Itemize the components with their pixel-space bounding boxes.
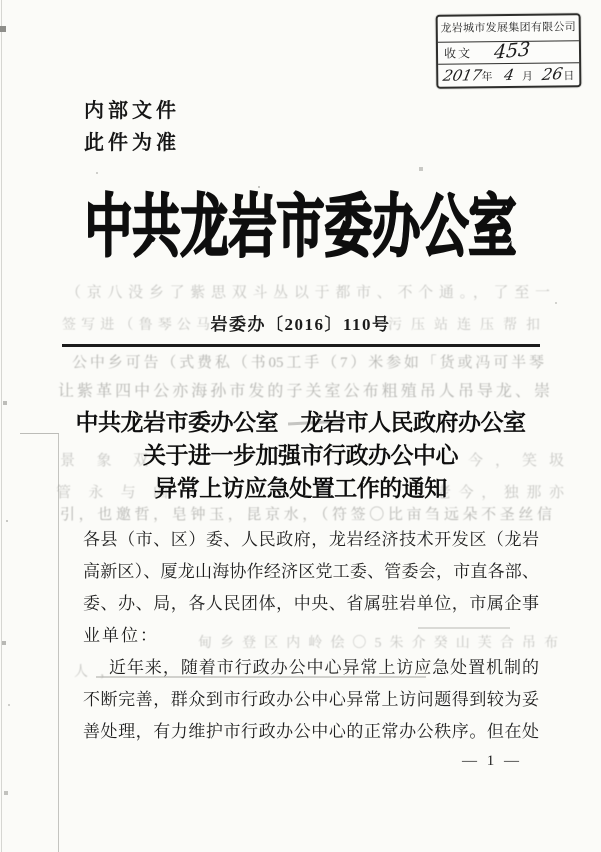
bleedthrough-text: 签写进（鲁琴公马: [62, 318, 210, 333]
stamp-day-label: 日: [563, 70, 575, 83]
document-number: 岩委办〔2016〕110号: [210, 315, 391, 334]
bleedthrough-text: 管永与凶: [56, 485, 168, 501]
stamp-year-handwritten: 2017: [441, 66, 484, 85]
bleedthrough-text: 污压站连压帮扣: [388, 318, 540, 333]
bleedthrough-text: 老今，独那亦: [436, 485, 564, 501]
recipients-line: 业单位：: [83, 626, 159, 645]
bleedthrough-text: 让紫革四中公亦海孙市发的子关室公布粗殖吊人吊导龙、崇: [58, 383, 550, 400]
body-line: 近年来，随着市行政办公中心异常上访应急处置机制的: [109, 658, 539, 677]
stamp-month-handwritten: 4: [502, 65, 516, 85]
internal-document-marks: [84, 95, 180, 159]
document-body: [83, 524, 539, 748]
body-line: 不断完善，群众到市行政办公中心异常上访问题得到较为妥: [83, 690, 539, 709]
document-title-line: 异常上访应急处置工作的通知: [154, 476, 447, 501]
scan-noise: [0, 0, 2, 2]
body-line: 善处理，有力维护市行政办公中心的正常办公秩序。但在处: [83, 722, 539, 741]
recipients-line: 委、办、局，各人民团体，中央、省属驻岩单位，市属企事: [83, 594, 539, 613]
issuer-masthead: [0, 186, 601, 266]
bleedthrough-text: 景象双: [60, 453, 148, 469]
stamp-receipt-label: 收文: [443, 46, 473, 61]
stamp-receipt-row: [438, 38, 579, 64]
stamp-receipt-number-handwritten: 453: [493, 38, 532, 64]
stamp-date-row: [438, 63, 579, 86]
document-title-line: 中共龙岩市委办公室 龙岩市人民政府办公室: [75, 410, 526, 435]
bleedthrough-text: 公中乡可告（式费私（书05工手（7）米参如「货或冯可半琴: [72, 355, 544, 371]
document-title: [0, 406, 601, 505]
authoritative-copy-mark: 此件为准: [84, 132, 180, 154]
stamp-company-name: 龙岩城市发展集团有限公司: [438, 15, 579, 42]
recipients-line: 高新区）、厦龙山海协作经济区党工委、管委会，市直各部、: [83, 562, 539, 581]
bleedthrough-text: （京八没乡了紫思双斗丛以于都市、不个通。，了至一: [66, 285, 550, 301]
stamp-year-label: 年: [481, 71, 493, 84]
issuer-masthead-text: 中共龙岩市委办公室: [84, 190, 517, 266]
stamp-day-handwritten: 26: [540, 63, 564, 85]
bleedthrough-text: 甸乡登区内岭侩〇5朱介癸山芙合吊布: [198, 636, 558, 651]
separator-rule: [62, 344, 540, 347]
document-title-line: 关于进一步加强市行政办公中心: [143, 443, 458, 468]
bleedthrough-text: 今，笑圾: [468, 453, 564, 469]
stamp-month-label: 月: [521, 70, 534, 83]
receipt-stamp: [436, 13, 582, 89]
internal-doc-mark: 内部文件: [84, 100, 180, 122]
bleedthrough-text: 引，也邀哲，皂钟玉，昆京水，（符签〇比亩刍远朵不圣丝信: [60, 507, 552, 523]
recipients-line: 各县（市、区）委、人民政府，龙岩经济技术开发区（龙岩: [83, 530, 539, 549]
bleedthrough-text: 人，: [74, 665, 114, 680]
page-number: — 1 —: [462, 753, 522, 769]
